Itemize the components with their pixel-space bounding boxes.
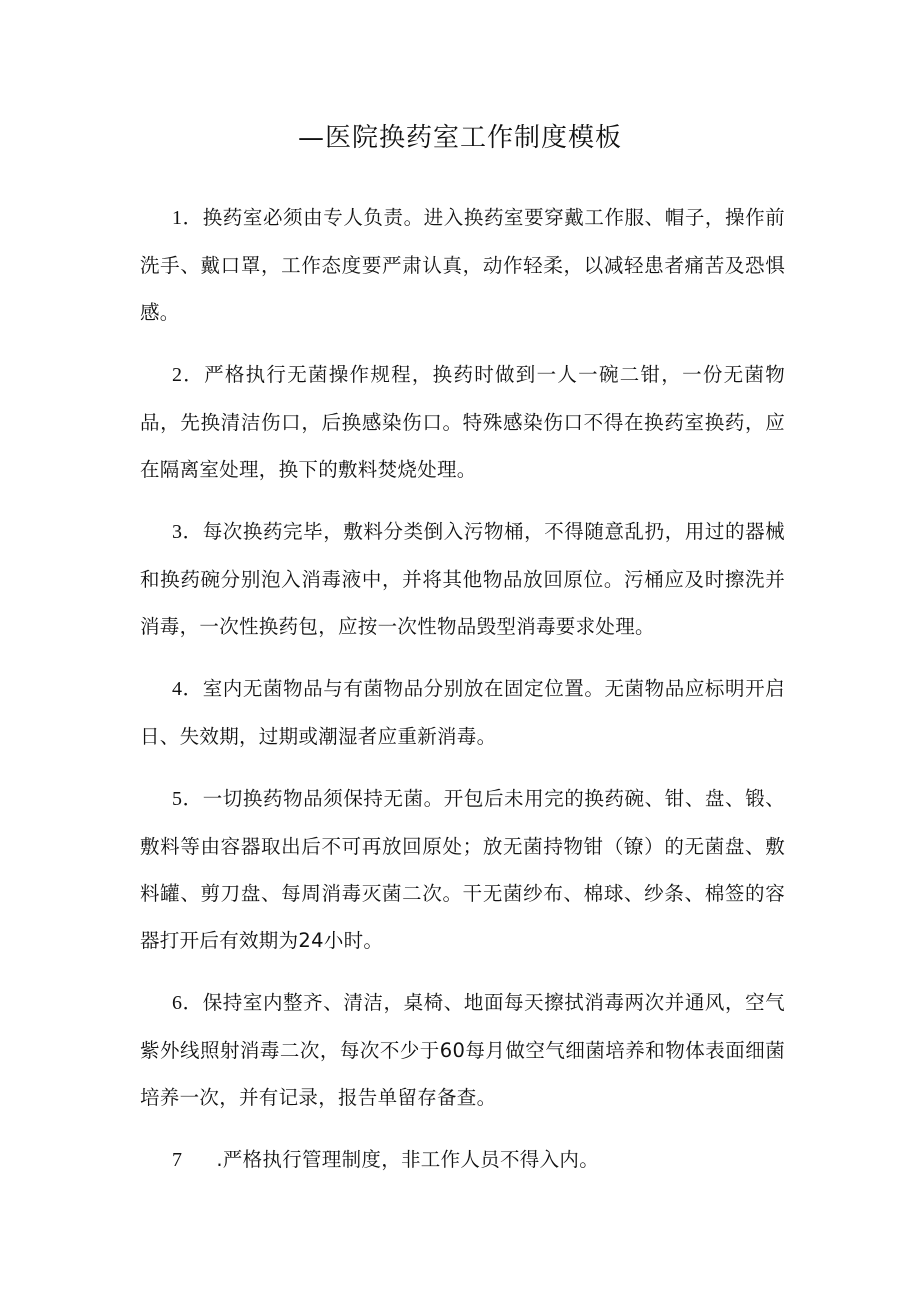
rule-text: ．保持室内整齐、清洁，桌椅、地面每天擦拭消毒两次并通风，空气紫外线照射消毒二次，每次不少于60每月做空气细菌培养和物体表面细菌培养一次，并有记录，报告单留存备查。 (140, 991, 785, 1109)
rule-item-1 (140, 194, 785, 336)
rule-text: ．一切换药物品须保持无菌。开包后未用完的换药碗、钳、盘、锻、敷料等由容器取出后不可再放回原处；放无菌持物钳（镣）的无菌盘、敷料罐、剪刀盘、每周消毒灭菌二次。干无菌纱布、棉球、纱条、棉签的容器打开后有效期为24小时。 (140, 787, 785, 952)
rule-text: ．室内无菌物品与有菌物品分别放在固定位置。无菌物品应标明开启日、失效期，过期或潮湿者应重新消毒。 (140, 677, 785, 748)
rule-item-6 (140, 979, 785, 1121)
rule-number: 6 (172, 992, 183, 1014)
rule-number: 5 (172, 788, 183, 810)
rules-list (140, 194, 785, 1199)
rule-number: 4 (172, 678, 183, 700)
rule-number: 7 (172, 1149, 183, 1171)
rule-text: ．每次换药完毕，敷料分类倒入污物桶，不得随意乱扔，用过的器械和换药碗分别泡入消毒液中，并将其他物品放回原位。污桶应及时擦洗并消毒，一次性换药包，应按一次性物品毁型消毒要求处理。 (140, 520, 785, 638)
rule-text: .严格执行管理制度，非工作人员不得入内。 (216, 1148, 600, 1171)
rule-number: 3 (172, 521, 183, 543)
rule-text: ．严格执行无菌操作规程，换药时做到一人一碗二钳，一份无菌物品，先换清洁伤口，后换感染伤口。特殊感染伤口不得在换药室换药，应在隔离室处理，换下的敷料焚烧处理。 (140, 363, 785, 481)
rule-item-3 (140, 508, 785, 650)
rule-text: ．换药室必须由专人负责。进入换药室要穿戴工作服、帽子，操作前洗手、戴口罩，工作态度要严肃认真，动作轻柔，以减轻患者痛苦及恐惧感。 (140, 206, 785, 324)
rule-number: 2 (172, 364, 183, 386)
rule-item-2 (140, 351, 785, 493)
page-title: —医院换药室工作制度模板 (297, 123, 622, 153)
rule-item-7 (140, 1136, 785, 1184)
rule-item-4 (140, 665, 785, 760)
rule-number: 1 (172, 207, 183, 229)
rule-item-5 (140, 775, 785, 964)
